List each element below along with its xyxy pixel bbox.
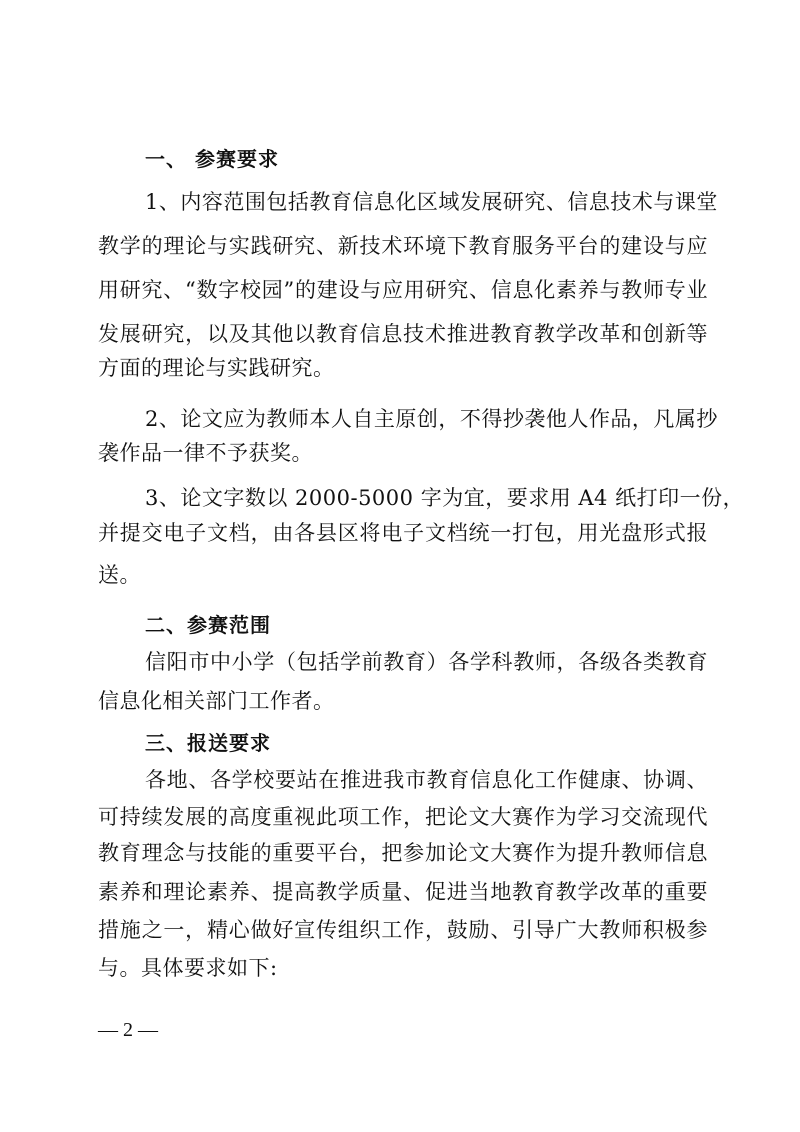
section-3-body-line: 素养和理论素养、提高教学质量、促进当地教育教学改革的重要 [98,880,708,904]
section-1-heading: 一、 参赛要求 [145,147,279,171]
section-1-item-1-line: 发展研究，以及其他以教育信息技术推进教育教学改革和创新等 [98,322,708,346]
section-2-body-line: 信息化相关部门工作者。 [98,689,335,713]
section-1-item-1-line: 方面的理论与实践研究。 [98,356,335,380]
section-2-heading: 二、参赛范围 [145,613,271,637]
section-1-item-3-line: 并提交电子文档，由各县区将电子文档统一打包，用光盘形式报 [98,521,708,545]
section-3-body-line: 各地、各学校要站在推进我市教育信息化工作健康、协调、 [145,768,708,792]
section-3-body-line: 措施之一，精心做好宣传组织工作，鼓励、引导广大教师积极参 [98,918,708,942]
section-3-body-line: 可持续发展的高度重视此项工作，把论文大赛作为学习交流现代 [98,805,708,829]
section-2-body-line: 信阳市中小学（包括学前教育）各学科教师，各级各类教育 [145,650,708,674]
section-1-item-2-line: 袭作品一律不予获奖。 [98,441,313,465]
section-1-item-3-line: 送。 [98,563,141,587]
section-3-body-line: 教育理念与技能的重要平台，把参加论文大赛作为提升教师信息 [98,841,708,865]
section-3-heading: 三、报送要求 [145,731,271,755]
section-1-item-2-line: 2、论文应为教师本人自主原创，不得抄袭他人作品，凡属抄 [145,407,718,431]
section-1-item-1-line: 1、内容范围包括教育信息化区域发展研究、信息技术与课堂 [145,190,718,214]
section-1-item-1-line: 教学的理论与实践研究、新技术环境下教育服务平台的建设与应 [98,234,708,258]
page-number: — 2 — [98,1019,158,1041]
section-3-body-line: 与。具体要求如下: [98,956,278,980]
section-1-item-1-line: 用研究、“数字校园”的建设与应用研究、信息化素养与教师专业 [98,278,708,302]
section-1-item-3-line: 3、论文字数以 2000-5000 字为宜，要求用 A4 纸打印一份， [145,486,745,510]
